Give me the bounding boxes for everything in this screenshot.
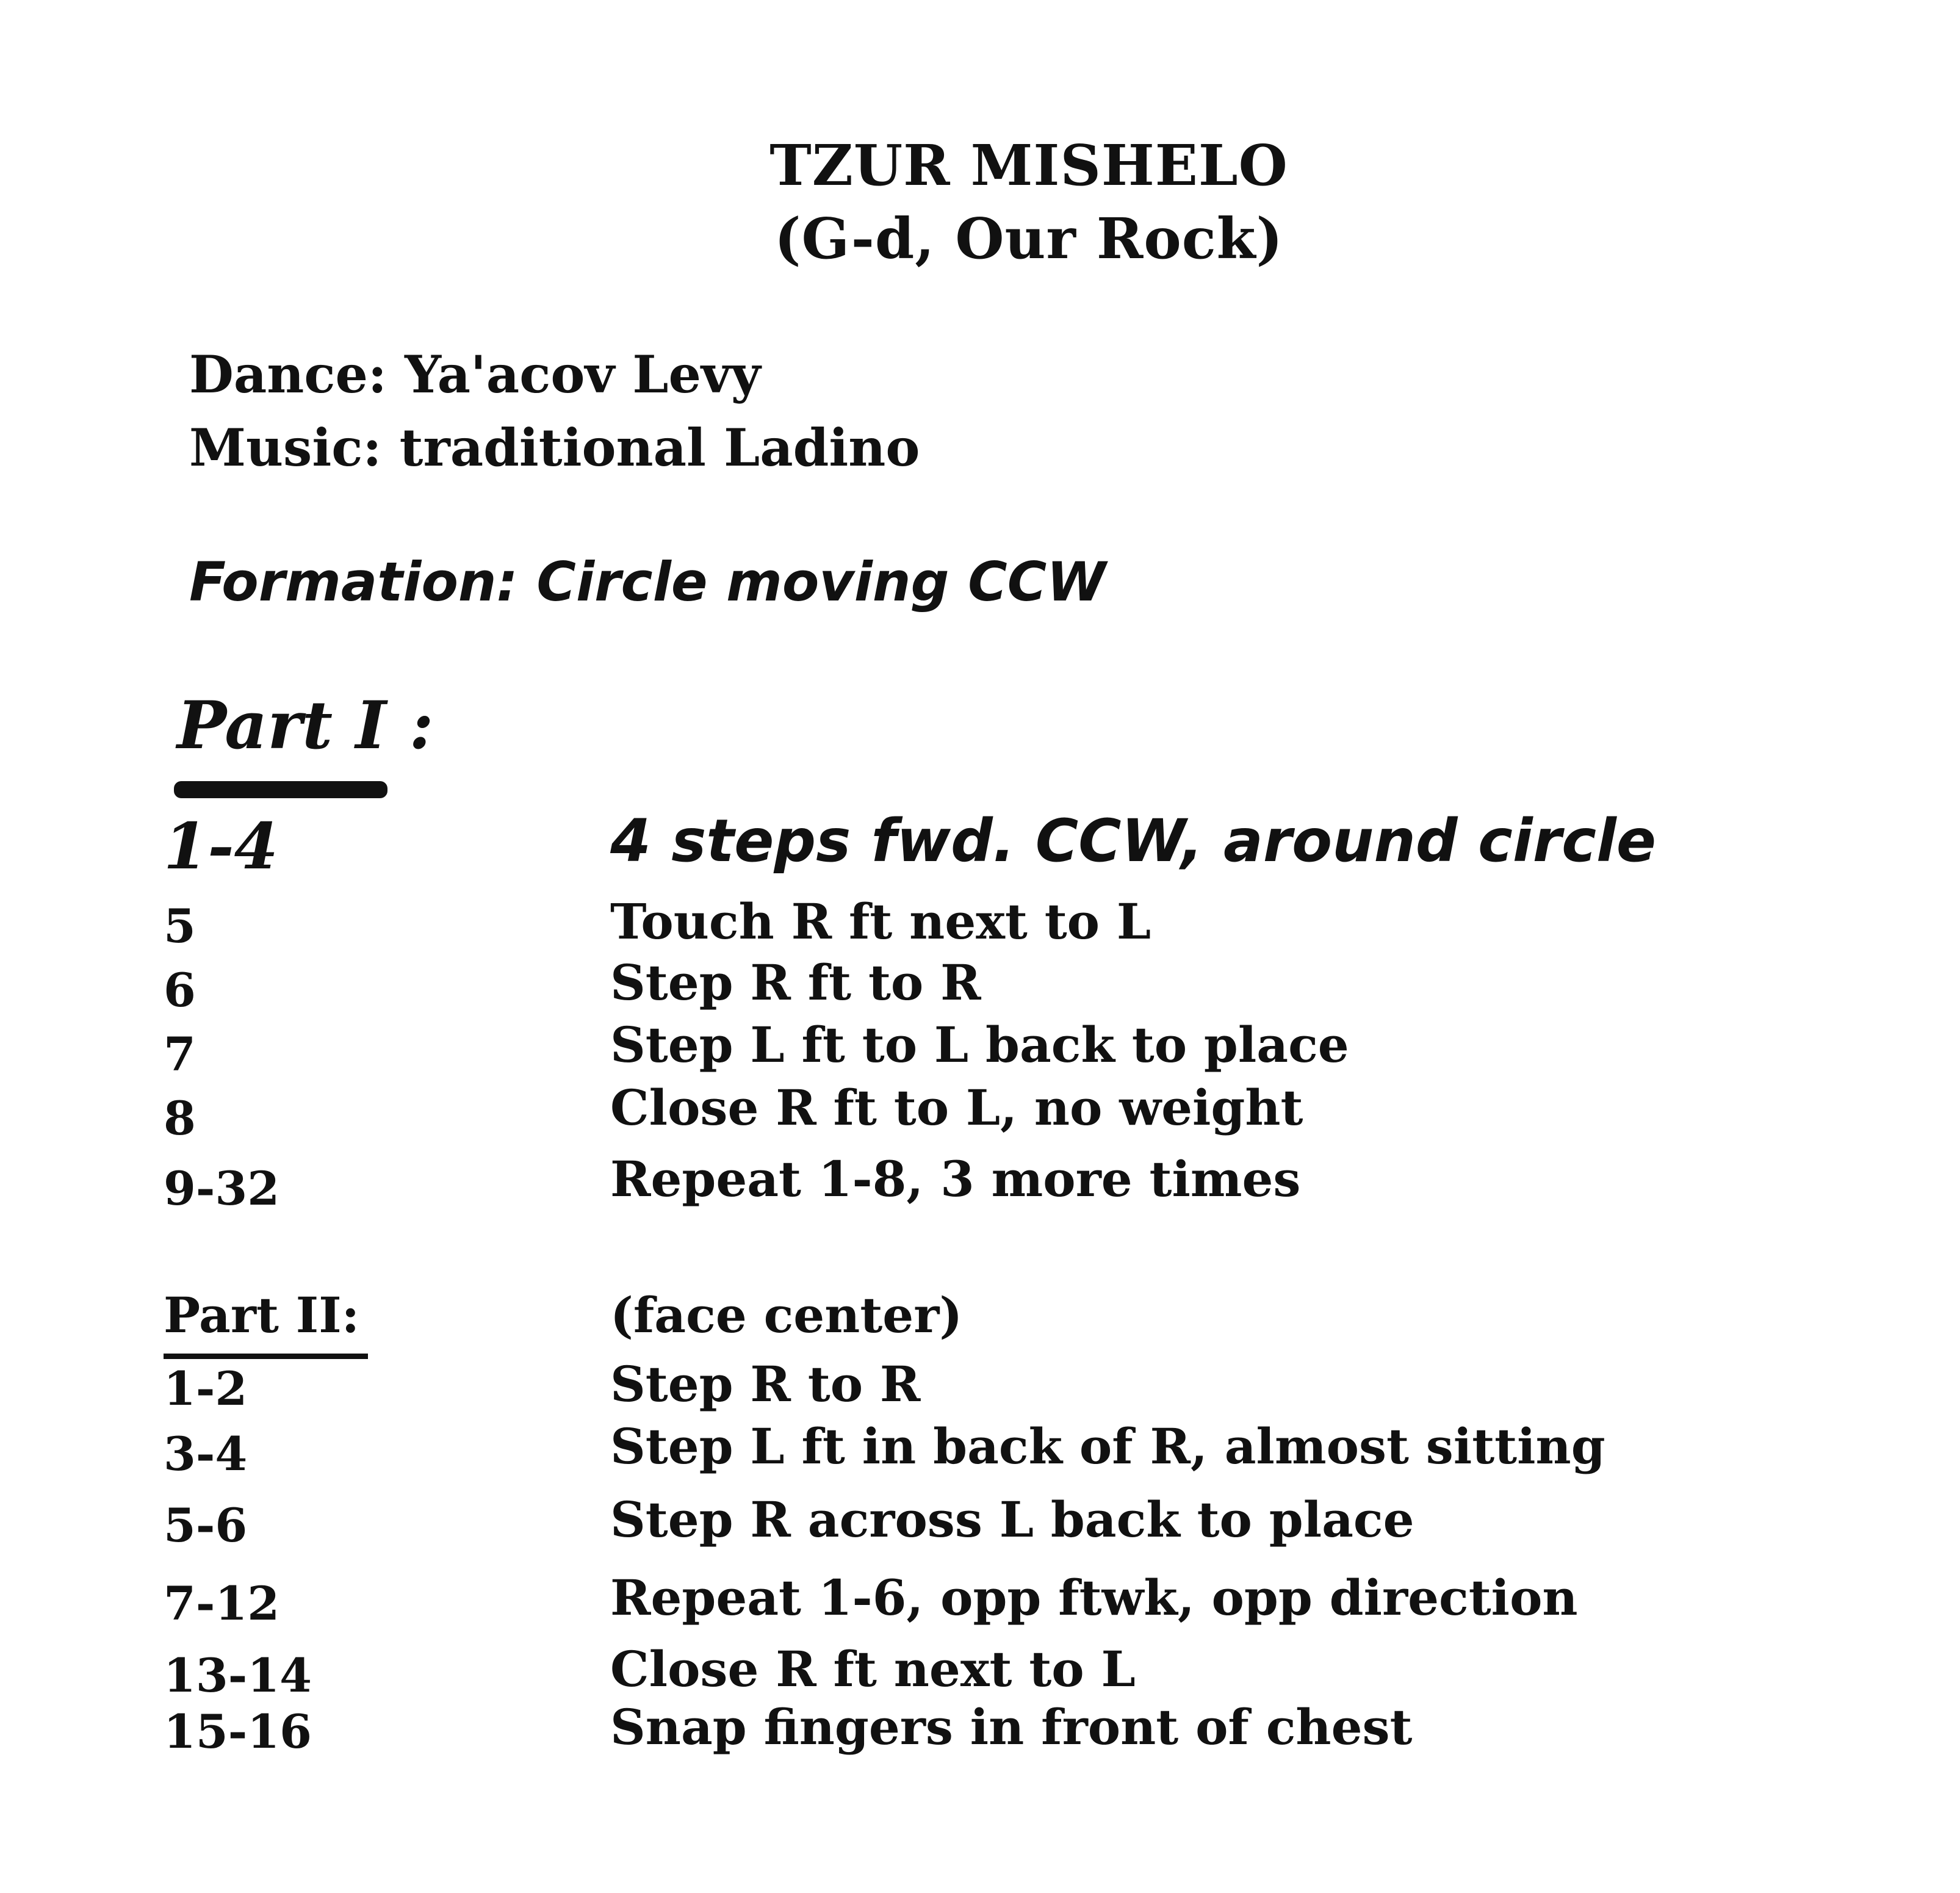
part-2-step-count: 5-6 [164, 1498, 248, 1552]
part-2-underline [164, 1354, 368, 1359]
part-1-step-description: Close R ft to L, no weight [610, 1079, 1303, 1136]
part-1-step-count: 9-32 [164, 1161, 280, 1216]
part-1-step-description: Touch R ft next to L [610, 893, 1151, 950]
part-1-step-count: 6 [164, 963, 196, 1017]
part-2-step-count: 3-4 [164, 1427, 248, 1481]
part-2-step-description: Close R ft next to L [610, 1640, 1136, 1698]
part-2-step-description: Step R to R [610, 1355, 921, 1413]
part-2-step-description: Step L ft in back of R, almost sitting [610, 1418, 1605, 1475]
part-1-step-count: 7 [164, 1027, 196, 1081]
part-2-facing-note: (face center) [610, 1286, 963, 1344]
part-1-underline [174, 781, 387, 798]
part-1-step-description: Repeat 1-8, 3 more times [610, 1150, 1301, 1208]
part-1-heading: Part I : [177, 687, 434, 764]
part-1-step-description: Step R ft to R [610, 954, 981, 1011]
part-2-step-description: Snap fingers in front of chest [610, 1698, 1413, 1756]
dance-subtitle: (G-d, Our Rock) [774, 206, 1283, 272]
part-1-step-count: 5 [164, 899, 196, 953]
formation-text: Formation: Circle moving CCW [189, 550, 1106, 613]
dance-credit: Dance: Ya'acov Levy [189, 344, 761, 405]
part-2-step-count: 15-16 [164, 1704, 312, 1759]
part-1-step-description: Step L ft to L back to place [610, 1016, 1349, 1073]
music-credit: Music: traditional Ladino [189, 417, 920, 478]
part-2-step-count: 1-2 [164, 1361, 248, 1416]
part-1-step-description: 4 steps fwd. CCW, around circle [610, 807, 1657, 875]
part-2-step-count: 13-14 [164, 1648, 312, 1703]
dance-title: TZUR MISHELO [769, 132, 1288, 198]
part-1-step-count: 1-4 [164, 809, 278, 884]
part-2-heading: Part II: [164, 1286, 360, 1344]
part-2-step-description: Step R across L back to place [610, 1491, 1414, 1548]
part-2-step-description: Repeat 1-6, opp ftwk, opp direction [610, 1569, 1578, 1626]
part-1-step-count: 8 [164, 1091, 196, 1145]
part-2-step-count: 7-12 [164, 1576, 280, 1631]
